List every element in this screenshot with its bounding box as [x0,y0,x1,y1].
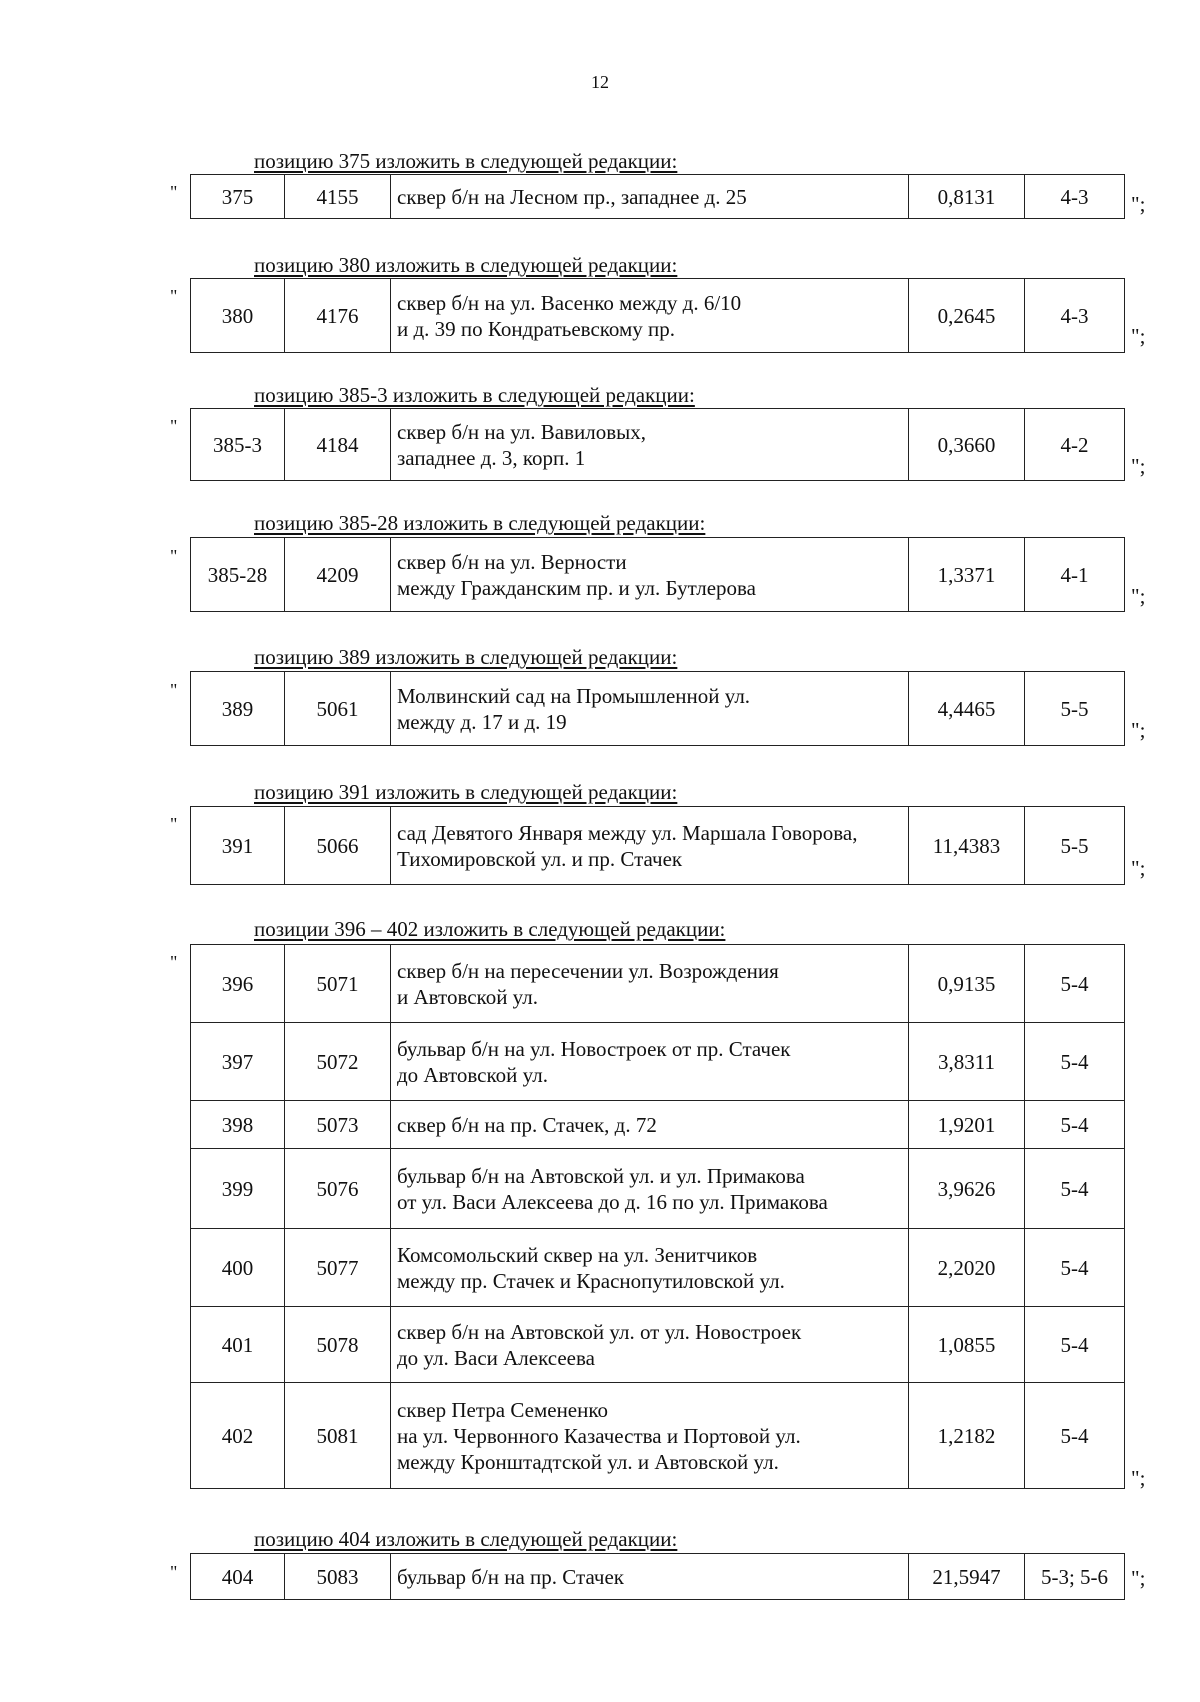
table-row [191,538,1125,612]
description-line: сквер б/н на ул. Верности [397,549,627,574]
opening-quote: " [170,952,178,972]
position-number: 404 [191,1554,285,1600]
description-line: сквер б/н на пересечении ул. Возрождения [397,958,779,983]
area-value: 4,4465 [909,672,1025,746]
description-line: Комсомольский сквер на ул. Зенитчиков [397,1242,758,1267]
description-line: сквер б/н на пр. Стачек, д. 72 [397,1112,657,1137]
object-description [391,279,909,353]
table-row [191,1307,1125,1383]
zone-code: 4-3 [1025,175,1125,219]
position-number: 375 [191,175,285,219]
description-line: между Кронштадтской ул. и Автовской ул. [397,1449,779,1474]
description-line: Тихомировской ул. и пр. Стачек [397,846,683,871]
area-value: 1,9201 [909,1101,1025,1149]
opening-quote: " [170,814,178,834]
zone-code: 5-4 [1025,1307,1125,1383]
object-code: 5072 [285,1023,391,1101]
table-row [191,1023,1125,1101]
object-code: 4209 [285,538,391,612]
object-description [391,175,909,219]
position-intro: позицию 385-28 изложить в следующей редакции: [254,511,706,535]
position-table [190,174,1125,219]
closing-quote: "; [1131,1466,1146,1490]
zone-code: 5-4 [1025,1229,1125,1307]
zone-code: 4-1 [1025,538,1125,612]
object-code: 5081 [285,1383,391,1489]
position-table [190,671,1125,746]
object-description [391,409,909,481]
position-number: 398 [191,1101,285,1149]
object-code: 5077 [285,1229,391,1307]
zone-code: 5-5 [1025,807,1125,885]
table-row [191,1229,1125,1307]
zone-code: 5-4 [1025,1023,1125,1101]
table-row [191,1383,1125,1489]
opening-quote: " [170,286,178,306]
opening-quote: " [170,680,178,700]
zone-code: 5-4 [1025,1149,1125,1229]
area-value: 0,2645 [909,279,1025,353]
position-table [190,806,1125,885]
opening-quote: " [170,1562,178,1582]
closing-quote: "; [1131,1566,1146,1590]
zone-code: 5-4 [1025,1101,1125,1149]
description-line: бульвар б/н на ул. Новостроек от пр. Стачек [397,1036,791,1061]
closing-quote: "; [1131,584,1146,608]
object-code: 5083 [285,1554,391,1600]
description-line: бульвар б/н на Автовской ул. и ул. Примакова [397,1163,805,1188]
area-value: 1,0855 [909,1307,1025,1383]
position-intro: позицию 404 изложить в следующей редакции: [254,1527,678,1551]
closing-quote: "; [1131,856,1146,880]
object-code: 4155 [285,175,391,219]
area-value: 11,4383 [909,807,1025,885]
position-intro: позицию 391 изложить в следующей редакции: [254,780,678,804]
area-value: 0,3660 [909,409,1025,481]
zone-code: 5-4 [1025,945,1125,1023]
description-line: между Гражданским пр. и ул. Бутлерова [397,575,756,600]
opening-quote: " [170,182,178,202]
table-row [191,175,1125,219]
description-line: бульвар б/н на пр. Стачек [397,1564,625,1589]
object-description [391,1023,909,1101]
description-line: между д. 17 и д. 19 [397,709,567,734]
area-value: 0,8131 [909,175,1025,219]
object-description [391,1307,909,1383]
object-description [391,1383,909,1489]
table-row [191,1554,1125,1600]
description-line: сад Девятого Января между ул. Маршала Говорова, [397,820,858,845]
object-code: 5066 [285,807,391,885]
object-code: 5078 [285,1307,391,1383]
object-description [391,538,909,612]
position-number: 402 [191,1383,285,1489]
description-line: между пр. Стачек и Краснопутиловской ул. [397,1268,785,1293]
description-line: до ул. Васи Алексеева [397,1345,595,1370]
position-intro: позицию 375 изложить в следующей редакции: [254,149,678,173]
object-description [391,1101,909,1149]
position-number: 399 [191,1149,285,1229]
table-row [191,409,1125,481]
position-number: 391 [191,807,285,885]
area-value: 2,2020 [909,1229,1025,1307]
area-value: 0,9135 [909,945,1025,1023]
position-number: 385-28 [191,538,285,612]
position-table [190,278,1125,353]
page-number: 12 [591,72,609,92]
position-intro: позицию 385-3 изложить в следующей редакции: [254,383,695,407]
area-value: 21,5947 [909,1554,1025,1600]
description-line: сквер б/н на Автовской ул. от ул. Новостроек [397,1319,802,1344]
position-intro: позицию 380 изложить в следующей редакции: [254,253,678,277]
position-number: 385-3 [191,409,285,481]
position-number: 389 [191,672,285,746]
closing-quote: "; [1131,192,1146,216]
position-table [190,944,1125,1489]
object-code: 5073 [285,1101,391,1149]
description-line: Молвинский сад на Промышленной ул. [397,683,751,708]
object-code: 5076 [285,1149,391,1229]
object-code: 4184 [285,409,391,481]
area-value: 1,3371 [909,538,1025,612]
closing-quote: "; [1131,718,1146,742]
description-line: западнее д. 3, корп. 1 [397,445,586,470]
object-description [391,807,909,885]
position-number: 396 [191,945,285,1023]
table-row [191,672,1125,746]
position-number: 400 [191,1229,285,1307]
object-code: 5071 [285,945,391,1023]
description-line: до Автовской ул. [397,1062,548,1087]
opening-quote: " [170,416,178,436]
opening-quote: " [170,546,178,566]
table-row [191,279,1125,353]
table-row [191,1101,1125,1149]
table-row [191,807,1125,885]
position-table [190,1553,1125,1600]
description-line: сквер Петра Семененко [397,1397,609,1422]
zone-code: 5-3; 5-6 [1025,1554,1125,1600]
description-line: и Автовской ул. [397,984,538,1009]
area-value: 3,8311 [909,1023,1025,1101]
closing-quote: "; [1131,324,1146,348]
zone-code: 4-3 [1025,279,1125,353]
description-line: от ул. Васи Алексеева до д. 16 по ул. Примакова [397,1189,828,1214]
object-code: 4176 [285,279,391,353]
description-line: сквер б/н на ул. Васенко между д. 6/10 [397,290,742,315]
position-number: 380 [191,279,285,353]
object-code: 5061 [285,672,391,746]
object-description [391,672,909,746]
position-number: 401 [191,1307,285,1383]
position-number: 397 [191,1023,285,1101]
description-line: на ул. Червонного Казачества и Портовой ул. [397,1423,801,1448]
zone-code: 5-5 [1025,672,1125,746]
position-intro: позиции 396 – 402 изложить в следующей редакции: [254,917,726,941]
description-line: сквер б/н на ул. Вавиловых, [397,419,646,444]
object-description [391,1229,909,1307]
area-value: 1,2182 [909,1383,1025,1489]
position-table [190,537,1125,612]
position-table [190,408,1125,481]
object-description [391,1149,909,1229]
table-row [191,1149,1125,1229]
description-line: и д. 39 по Кондратьевскому пр. [397,316,676,341]
closing-quote: "; [1131,454,1146,478]
area-value: 3,9626 [909,1149,1025,1229]
zone-code: 4-2 [1025,409,1125,481]
object-description [391,945,909,1023]
object-description [391,1554,909,1600]
zone-code: 5-4 [1025,1383,1125,1489]
position-intro: позицию 389 изложить в следующей редакции: [254,645,678,669]
description-line: сквер б/н на Лесном пр., западнее д. 25 [397,184,747,209]
table-row [191,945,1125,1023]
